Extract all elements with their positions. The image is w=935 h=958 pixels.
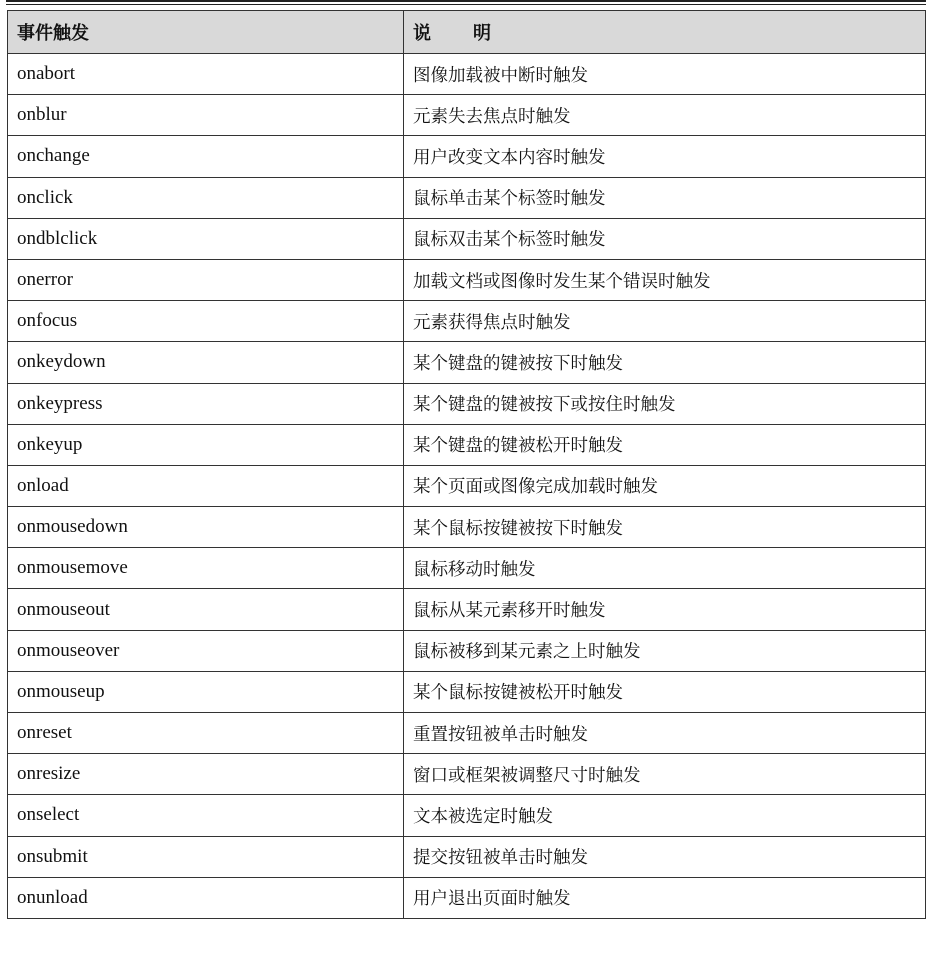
header-event: 事件触发 bbox=[8, 11, 404, 54]
table-row bbox=[8, 424, 926, 465]
event-name-cell: onblur bbox=[8, 95, 404, 136]
event-name-cell: onmousedown bbox=[8, 507, 404, 548]
table-row bbox=[8, 754, 926, 795]
event-name-cell: onclick bbox=[8, 177, 404, 218]
event-name-cell: onkeypress bbox=[8, 383, 404, 424]
table-row bbox=[8, 877, 926, 918]
event-description-cell: 元素失去焦点时触发 bbox=[404, 95, 926, 136]
event-name-cell: onkeyup bbox=[8, 424, 404, 465]
event-name-cell: onmouseout bbox=[8, 589, 404, 630]
table-body bbox=[8, 54, 926, 919]
table-row bbox=[8, 630, 926, 671]
table-row bbox=[8, 177, 926, 218]
event-name-cell: onreset bbox=[8, 713, 404, 754]
event-description-cell: 重置按钮被单击时触发 bbox=[404, 713, 926, 754]
table-row bbox=[8, 218, 926, 259]
table-header bbox=[8, 11, 926, 54]
table-row bbox=[8, 795, 926, 836]
event-name-cell: onselect bbox=[8, 795, 404, 836]
event-description-cell: 用户改变文本内容时触发 bbox=[404, 136, 926, 177]
event-name-cell: onmousemove bbox=[8, 548, 404, 589]
event-name-cell: onunload bbox=[8, 877, 404, 918]
table-row bbox=[8, 95, 926, 136]
event-name-cell: onsubmit bbox=[8, 836, 404, 877]
event-description-cell: 某个鼠标按键被按下时触发 bbox=[404, 507, 926, 548]
table-row bbox=[8, 507, 926, 548]
table-row bbox=[8, 589, 926, 630]
event-description-cell: 用户退出页面时触发 bbox=[404, 877, 926, 918]
event-name-cell: onload bbox=[8, 465, 404, 506]
event-description-cell: 某个键盘的键被按下或按住时触发 bbox=[404, 383, 926, 424]
event-description-cell: 提交按钮被单击时触发 bbox=[404, 836, 926, 877]
event-name-cell: onerror bbox=[8, 259, 404, 300]
event-name-cell: onmouseup bbox=[8, 671, 404, 712]
event-name-cell: onmouseover bbox=[8, 630, 404, 671]
event-description-cell: 某个页面或图像完成加载时触发 bbox=[404, 465, 926, 506]
table-row bbox=[8, 259, 926, 300]
header-description: 说 明 bbox=[404, 11, 926, 54]
table-row bbox=[8, 301, 926, 342]
event-description-cell: 鼠标单击某个标签时触发 bbox=[404, 177, 926, 218]
event-description-cell: 某个键盘的键被松开时触发 bbox=[404, 424, 926, 465]
event-description-cell: 加载文档或图像时发生某个错误时触发 bbox=[404, 259, 926, 300]
event-name-cell: onresize bbox=[8, 754, 404, 795]
table-row bbox=[8, 671, 926, 712]
event-description-cell: 鼠标从某元素移开时触发 bbox=[404, 589, 926, 630]
event-description-cell: 窗口或框架被调整尺寸时触发 bbox=[404, 754, 926, 795]
event-name-cell: ondblclick bbox=[8, 218, 404, 259]
event-table bbox=[7, 10, 926, 919]
event-description-cell: 某个鼠标按键被松开时触发 bbox=[404, 671, 926, 712]
event-name-cell: onabort bbox=[8, 54, 404, 95]
event-name-cell: onfocus bbox=[8, 301, 404, 342]
table-row bbox=[8, 836, 926, 877]
event-name-cell: onchange bbox=[8, 136, 404, 177]
table-row bbox=[8, 342, 926, 383]
table-row bbox=[8, 383, 926, 424]
top-rule bbox=[6, 0, 926, 5]
event-description-cell: 图像加载被中断时触发 bbox=[404, 54, 926, 95]
event-description-cell: 鼠标移动时触发 bbox=[404, 548, 926, 589]
header-row bbox=[8, 11, 926, 54]
table-row bbox=[8, 465, 926, 506]
event-description-cell: 鼠标双击某个标签时触发 bbox=[404, 218, 926, 259]
table-row bbox=[8, 713, 926, 754]
event-description-cell: 某个键盘的键被按下时触发 bbox=[404, 342, 926, 383]
event-description-cell: 元素获得焦点时触发 bbox=[404, 301, 926, 342]
event-name-cell: onkeydown bbox=[8, 342, 404, 383]
table-row bbox=[8, 54, 926, 95]
table-row bbox=[8, 136, 926, 177]
table-row bbox=[8, 548, 926, 589]
event-description-cell: 文本被选定时触发 bbox=[404, 795, 926, 836]
event-description-cell: 鼠标被移到某元素之上时触发 bbox=[404, 630, 926, 671]
